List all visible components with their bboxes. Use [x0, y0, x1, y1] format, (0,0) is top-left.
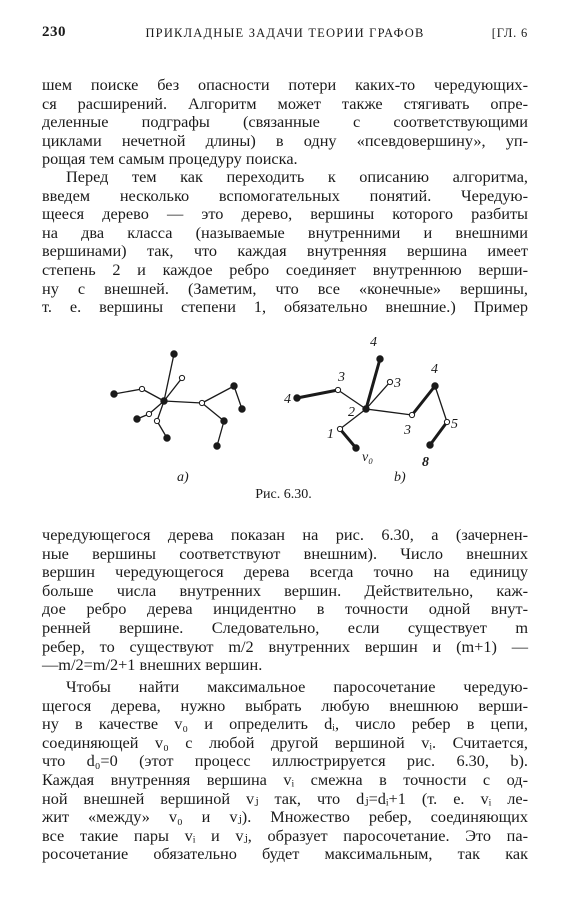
text-line: деленные подграфы (связанные с соответствующими	[42, 112, 528, 132]
text-line: вершинами) так, что каждая внутренняя вершина имеет	[42, 241, 528, 261]
paragraph-4	[42, 678, 528, 864]
tree-a	[111, 351, 245, 449]
text-line: щееся дерево — это дерево, вершины которого разбиты	[42, 204, 528, 224]
text-line: соединяющей v₀ с любой другой вершиной vᵢ. Считается,	[42, 732, 528, 752]
text-line: т. е. вершины степени 1, обязательно внешние.) Пример	[42, 297, 528, 317]
node-label: 2	[348, 405, 355, 420]
text-line: жит «между» v₀ и vⱼ). Множество ребер, соединяющих	[42, 807, 528, 827]
text-line: циклами нечетной длины) в одну «псевдовершину», уп-	[42, 130, 528, 150]
text-line: ной внешней вершиной vⱼ так, что dⱼ=dᵢ+1 (т. е. vᵢ ле-	[42, 788, 528, 808]
text-line: ные вершины соответствуют внешним). Число внешних	[42, 543, 528, 563]
figure-caption: Рис. 6.30.	[255, 487, 312, 502]
text-line: щегося дерева, нужно выбрать любую внешнюю верши-	[42, 695, 528, 715]
node-label: 3	[404, 423, 411, 438]
running-title: ПРИКЛАДНЫЕ ЗАДАЧИ ТЕОРИИ ГРАФОВ	[145, 26, 425, 40]
text-line: вершин чередующегося дерева всегда точно на единицу	[42, 562, 528, 582]
node-label: 4	[431, 362, 438, 377]
node-label: 3	[394, 376, 401, 391]
text-line: чередующегося дерева показан на рис. 6.30, a (зачернен-	[42, 525, 528, 544]
paragraph-3	[42, 526, 528, 675]
page-header	[42, 24, 528, 46]
text-line: все такие пары vᵢ и vⱼ, образует паросочетание. Это па-	[42, 825, 528, 845]
subfigure-label-b: b)	[394, 470, 406, 485]
text-line: ребер, то существуют m/2 внутренних вершин и (m+1) —	[42, 636, 528, 656]
text-line: Перед тем как переходить к описанию алгоритма,	[66, 167, 528, 186]
node-label: 8	[422, 455, 429, 470]
tree-b	[294, 356, 450, 451]
node-label: v₀	[362, 450, 374, 465]
text-line: степень 2 и каждое ребро соединяет внутреннюю верши-	[42, 259, 528, 279]
node-label: 3	[338, 370, 345, 385]
text-line: больше числа внутренних вершин. Действительно, каж-	[42, 580, 528, 600]
text-line: ренней вершине. Следовательно, если существует m	[42, 617, 528, 637]
paragraph-2	[42, 168, 528, 317]
text-line: введем несколько вспомогательных понятий. Чередую-	[42, 185, 528, 205]
node-label: 4	[284, 392, 291, 407]
text-line: что d₀=0 (этот процесс иллюстрируется рис. 6.30, b).	[42, 751, 528, 771]
node-label: 4	[370, 335, 377, 350]
text-line: Каждая внутренняя вершина vᵢ смежна в точности с од-	[42, 769, 528, 789]
subfigure-label-a: a)	[177, 470, 189, 485]
node-label: 1	[327, 427, 334, 442]
text-line: ся расширений. Алгоритм может также стягивать опре-	[42, 93, 528, 113]
node-label: 5	[451, 417, 458, 432]
text-line: —m/2=m/2+1 внешних вершин.	[42, 655, 263, 675]
text-line: росочетание обязательно будет максимальным, так как	[42, 844, 528, 864]
paragraph-1	[42, 76, 528, 169]
text-line: на два класса (называемые внутренними и внешними	[42, 222, 528, 242]
figure-drawing	[42, 326, 528, 496]
text-line: шем поиске без опасности потери каких-то чередующих-	[42, 75, 528, 94]
page-number: 230	[42, 24, 66, 40]
text-line: ну с внешней. (Заметим, что все «конечные» вершины,	[42, 278, 528, 298]
text-line: ну в качестве v₀ и определить dᵢ, число ребер в цепи,	[42, 714, 528, 734]
text-line: рощая тем самым процедуру поиска.	[42, 149, 298, 169]
chapter-label: [ГЛ. 6	[491, 26, 528, 40]
text-line: Чтобы найти максимальное паросочетание чередую-	[66, 677, 528, 696]
text-line: дое ребро дерева инцидентно в точности одной внут-	[42, 599, 528, 619]
